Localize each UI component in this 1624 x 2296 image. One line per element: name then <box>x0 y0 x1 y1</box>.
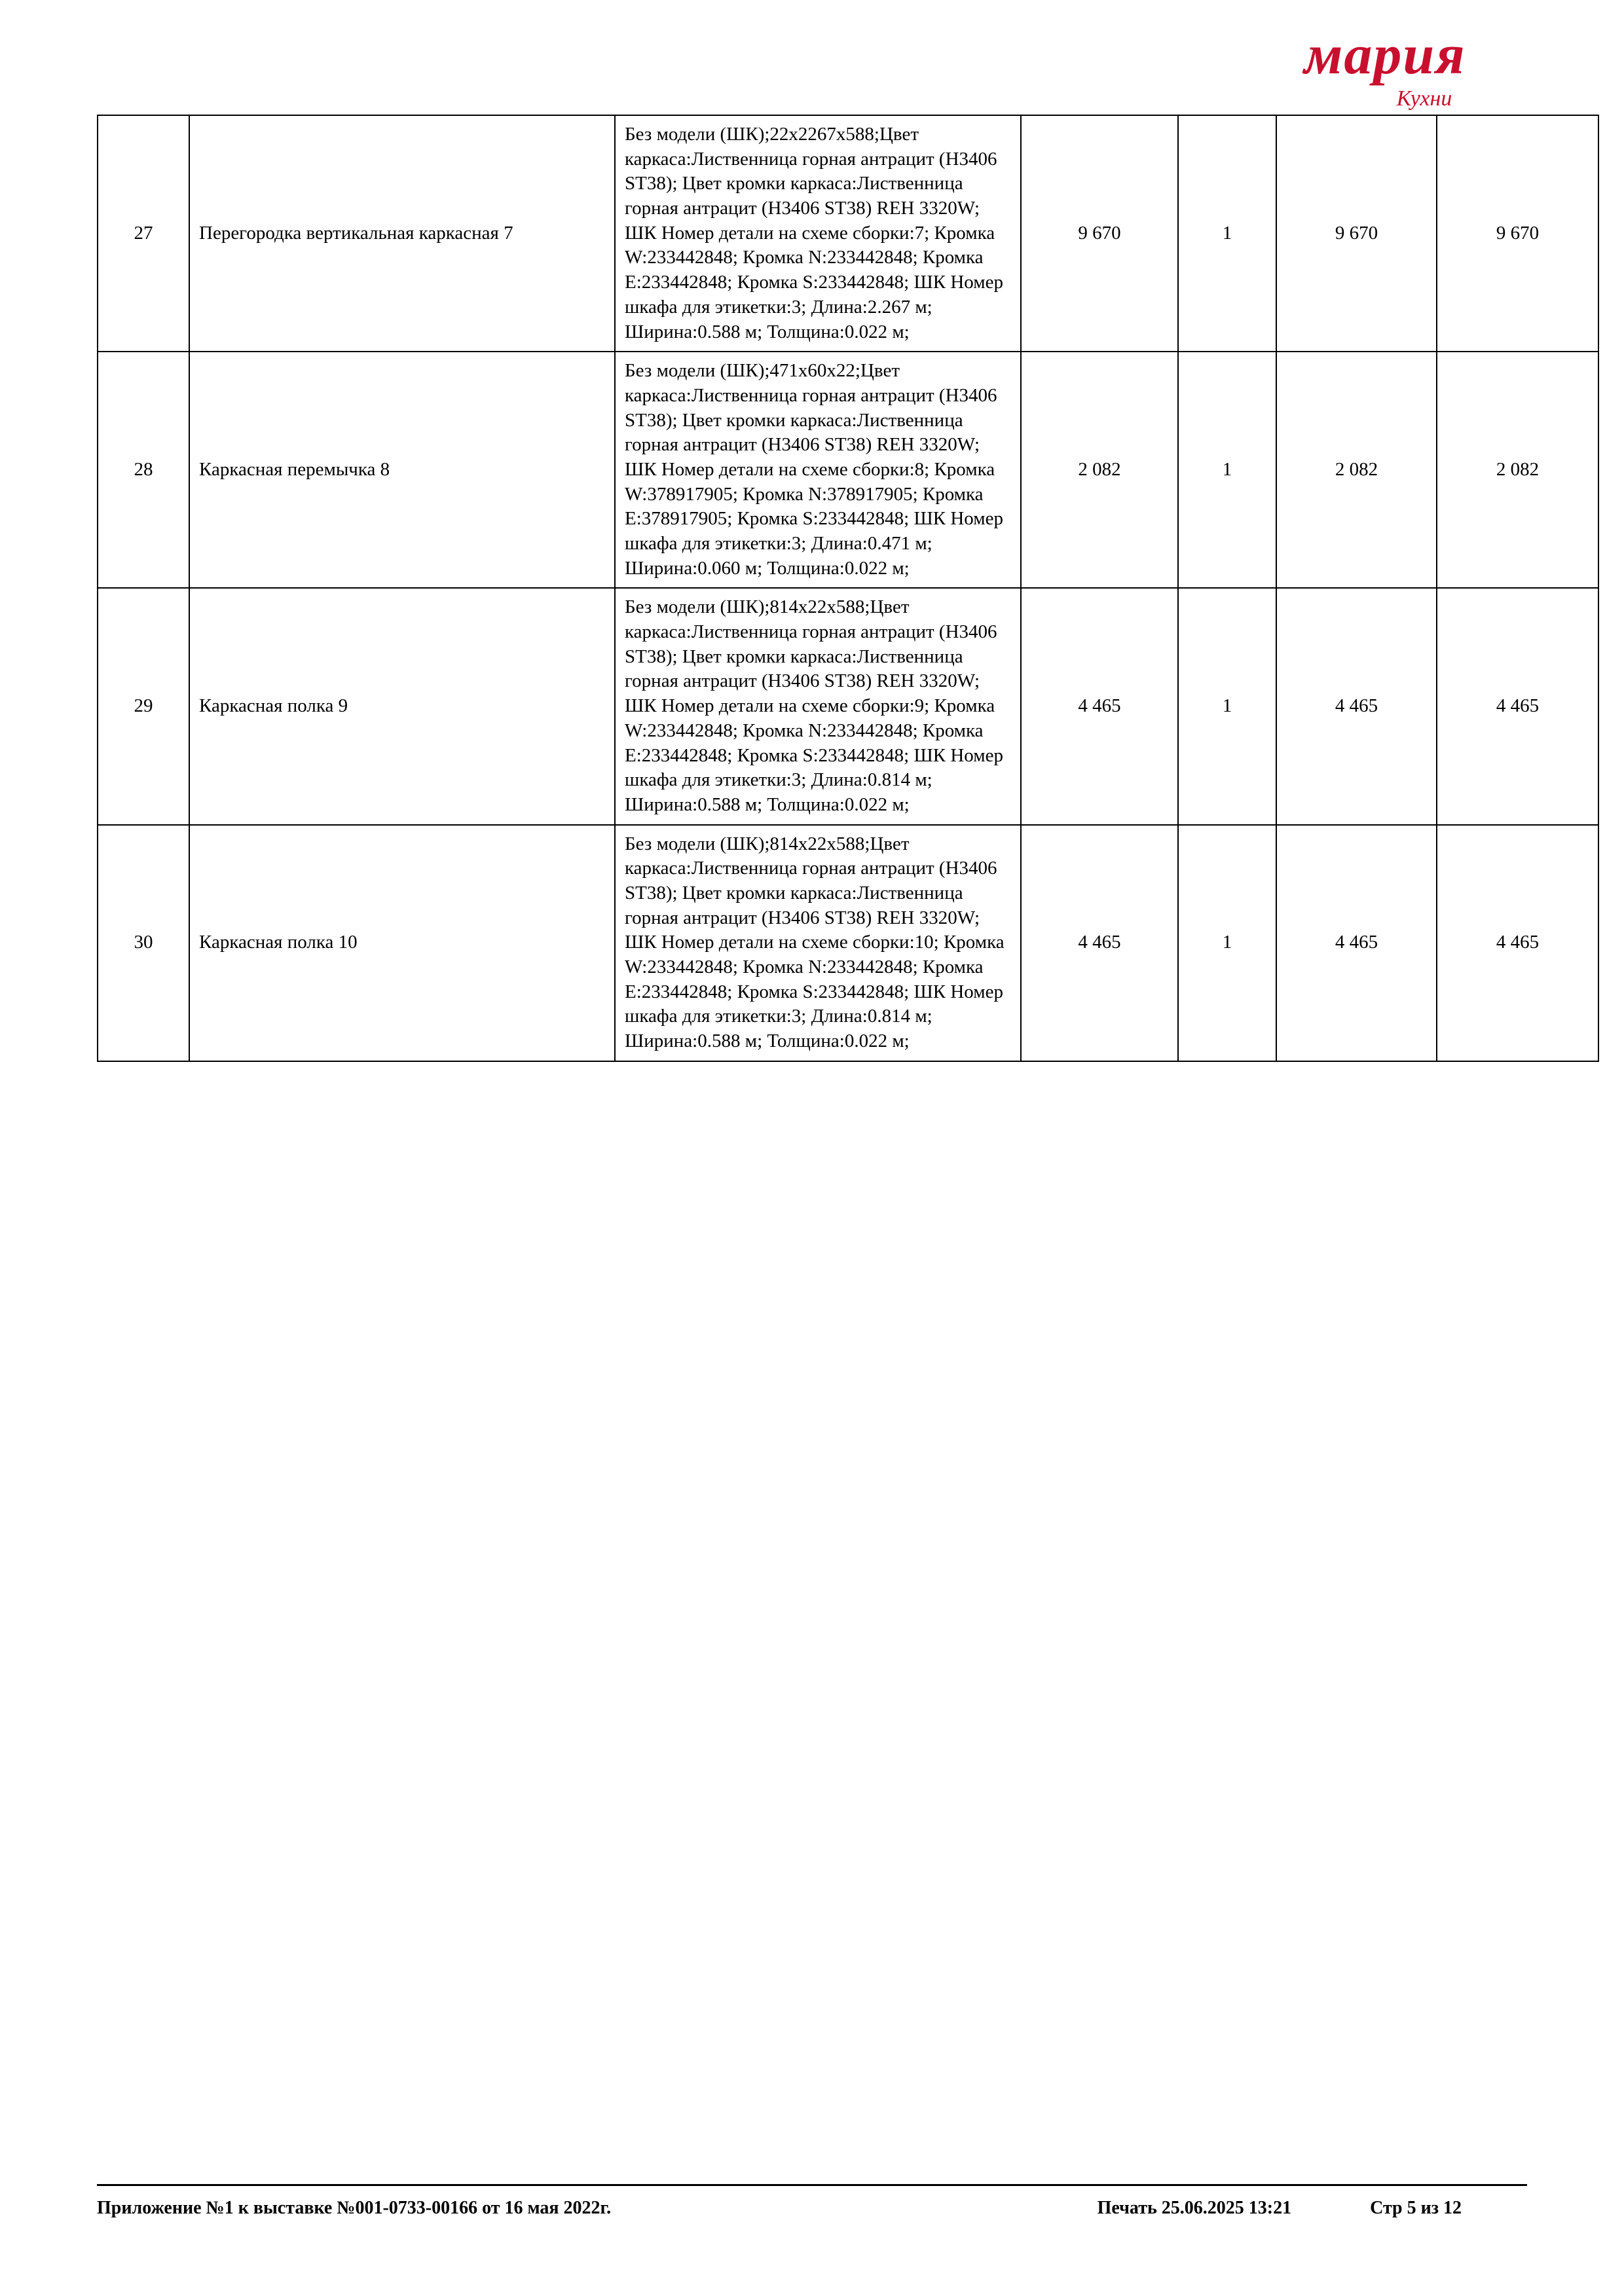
row-total: 4 465 <box>1437 825 1598 1061</box>
logo-subtitle: Кухни <box>1396 86 1452 111</box>
row-number: 29 <box>98 588 189 824</box>
row-item-name: Каркасная перемычка 8 <box>189 352 615 588</box>
row-quantity: 1 <box>1178 352 1276 588</box>
row-number: 27 <box>98 115 189 352</box>
row-quantity: 1 <box>1178 825 1276 1061</box>
page-footer <box>97 2184 1527 2219</box>
table-row <box>98 352 1598 588</box>
row-item-name: Каркасная полка 9 <box>189 588 615 824</box>
row-item-name: Перегородка вертикальная каркасная 7 <box>189 115 615 352</box>
row-quantity: 1 <box>1178 588 1276 824</box>
row-number: 28 <box>98 352 189 588</box>
row-number: 30 <box>98 825 189 1061</box>
row-quantity: 1 <box>1178 115 1276 352</box>
row-sum: 4 465 <box>1276 825 1437 1061</box>
row-sum: 9 670 <box>1276 115 1437 352</box>
footer-document-reference: Приложение №1 к выставке №001-0733-00166 от 16 мая 2022г. <box>97 2198 612 2218</box>
table-row <box>98 825 1598 1061</box>
row-total: 4 465 <box>1437 588 1598 824</box>
table-row <box>98 115 1598 352</box>
table-row <box>98 588 1598 824</box>
company-logo <box>1244 23 1526 111</box>
row-description: Без модели (ШК);471x60x22;Цвет каркаса:Лиственница горная антрацит (H3406 ST38); Цвет кромки каркаса:Лиственница горная антрацит (H3406 ST38) REH 3320W; ШК Номер детали на схеме сборки:8; Кромка W:378917905; Кромка N:378917905; Кромка E:378917905; Кромка S:233442848; ШК Номер шкафа для этикетки:3; Длина:0.471 м; Ширина:0.060 м; Толщина:0.022 м; <box>615 352 1021 588</box>
row-price: 4 465 <box>1021 588 1178 824</box>
row-description: Без модели (ШК);22x2267x588;Цвет каркаса:Лиственница горная антрацит (H3406 ST38); Цвет кромки каркаса:Лиственница горная антрацит (H3406 ST38) REH 3320W; ШК Номер детали на схеме сборки:7; Кромка W:233442848; Кромка N:233442848; Кромка E:233442848; Кромка S:233442848; ШК Номер шкафа для этикетки:3; Длина:2.267 м; Ширина:0.588 м; Толщина:0.022 м; <box>615 115 1021 352</box>
row-price: 4 465 <box>1021 825 1178 1061</box>
specification-table <box>97 115 1599 1062</box>
specification-table-wrapper <box>97 115 1540 1062</box>
logo-wordmark: мария <box>1304 23 1466 86</box>
row-description: Без модели (ШК);814x22x588;Цвет каркаса:Лиственница горная антрацит (H3406 ST38); Цвет кромки каркаса:Лиственница горная антрацит (H3406 ST38) REH 3320W; ШК Номер детали на схеме сборки:10; Кромка W:233442848; Кромка N:233442848; Кромка E:233442848; Кромка S:233442848; ШК Номер шкафа для этикетки:3; Длина:0.814 м; Ширина:0.588 м; Толщина:0.022 м; <box>615 825 1021 1061</box>
footer-page-number: Стр 5 из 12 <box>1370 2198 1462 2218</box>
row-total: 9 670 <box>1437 115 1598 352</box>
row-price: 2 082 <box>1021 352 1178 588</box>
row-sum: 2 082 <box>1276 352 1437 588</box>
row-price: 9 670 <box>1021 115 1178 352</box>
row-sum: 4 465 <box>1276 588 1437 824</box>
footer-print-timestamp: Печать 25.06.2025 13:21 <box>1097 2198 1292 2218</box>
row-description: Без модели (ШК);814x22x588;Цвет каркаса:Лиственница горная антрацит (H3406 ST38); Цвет кромки каркаса:Лиственница горная антрацит (H3406 ST38) REH 3320W; ШК Номер детали на схеме сборки:9; Кромка W:233442848; Кромка N:233442848; Кромка E:233442848; Кромка S:233442848; ШК Номер шкафа для этикетки:3; Длина:0.814 м; Ширина:0.588 м; Толщина:0.022 м; <box>615 588 1021 824</box>
row-item-name: Каркасная полка 10 <box>189 825 615 1061</box>
row-total: 2 082 <box>1437 352 1598 588</box>
